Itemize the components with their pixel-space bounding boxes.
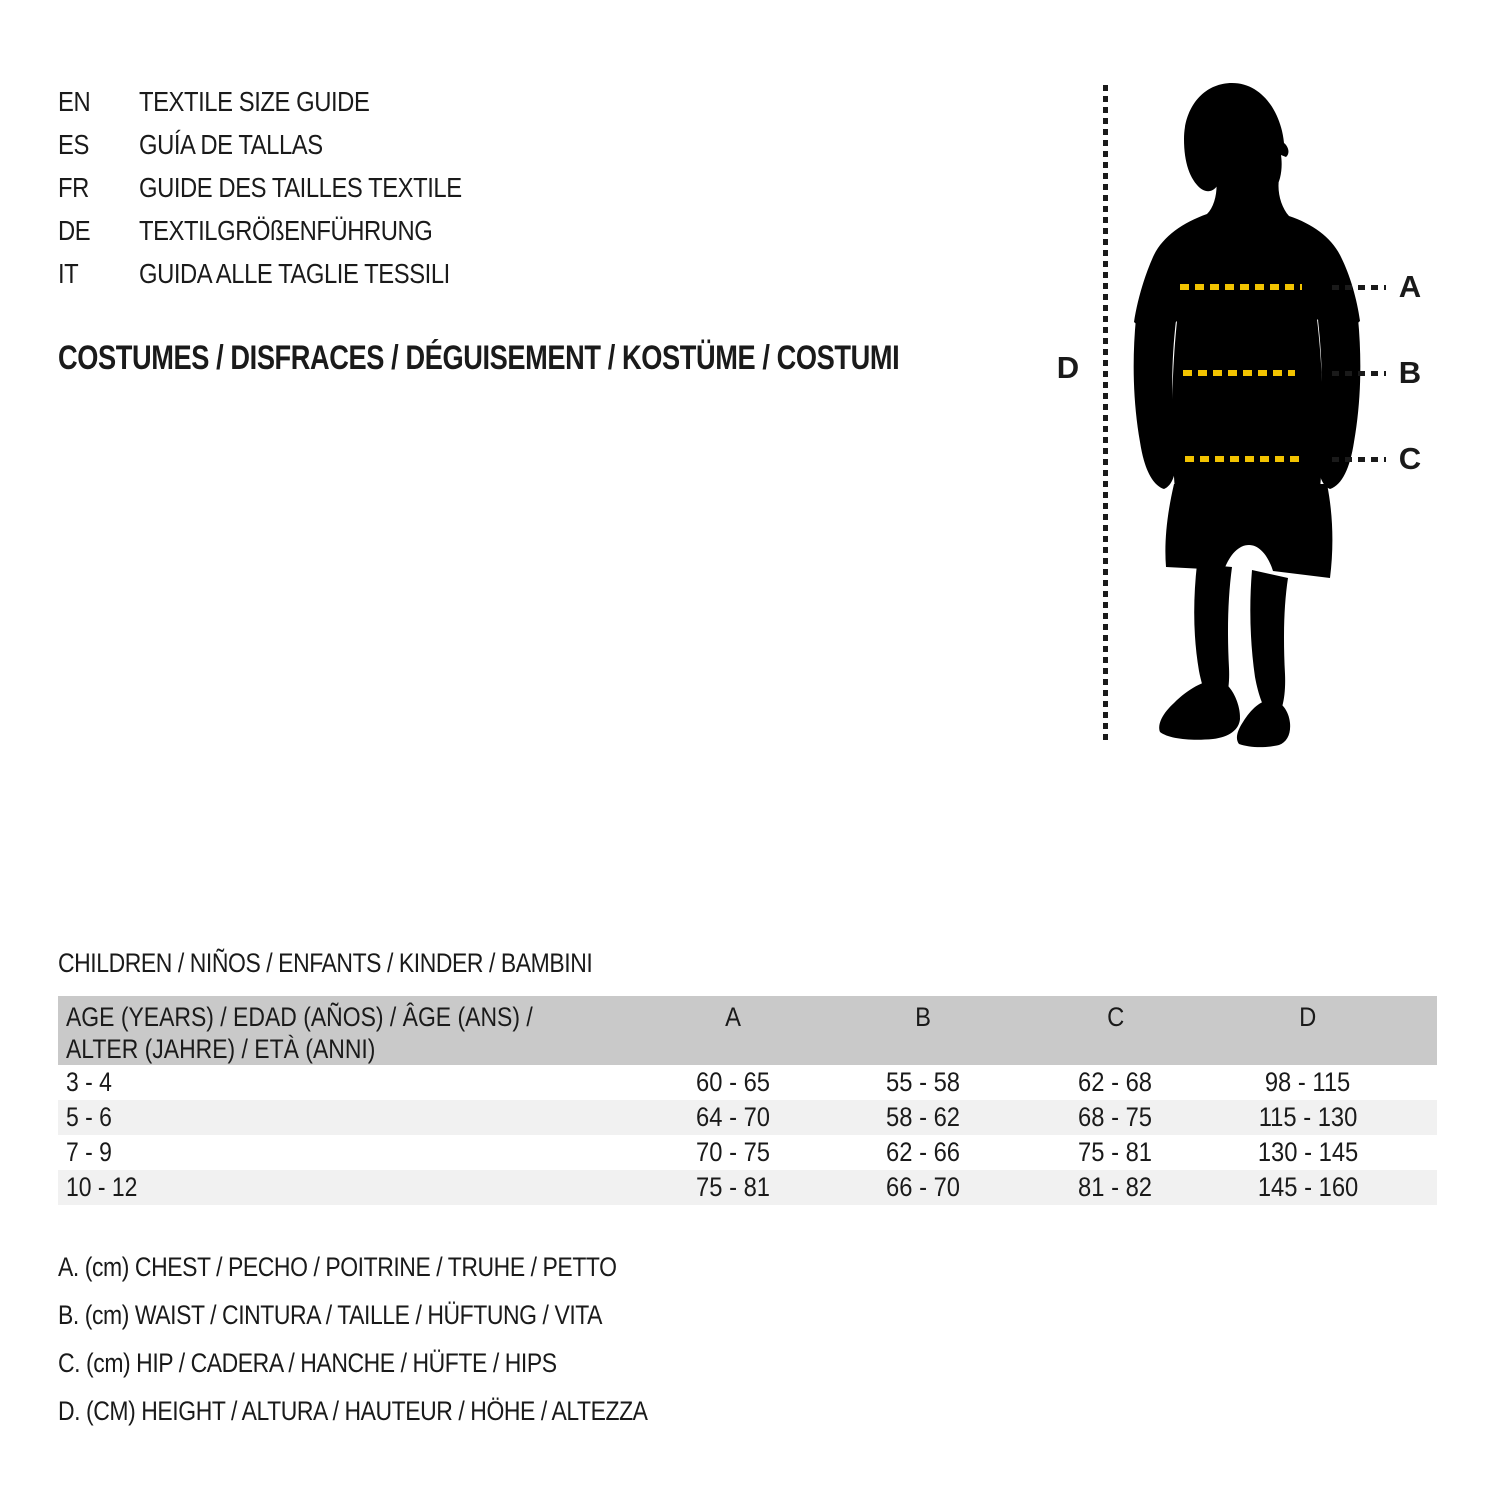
height-cell: 130 - 145 <box>1257 1137 1359 1167</box>
language-row <box>58 166 519 209</box>
measurement-figure <box>1040 70 1470 770</box>
age-cell: 7 - 9 <box>66 1137 112 1167</box>
legend-height: D. (CM) HEIGHT / ALTURA / HAUTEUR / HÖHE / ALTEZZA <box>58 1396 648 1426</box>
language-code: IT <box>58 258 79 289</box>
column-header-d: D <box>1299 1002 1317 1032</box>
height-cell: 145 - 160 <box>1257 1172 1359 1202</box>
language-row <box>58 80 519 123</box>
legend-chest: A. (cm) CHEST / PECHO / POITRINE / TRUHE / PETTO <box>58 1252 617 1282</box>
age-cell: 10 - 12 <box>66 1172 138 1202</box>
language-guide-title: TEXTILGRÖßENFÜHRUNG <box>139 215 433 246</box>
table-row <box>58 1100 1437 1135</box>
section-title: CHILDREN / NIÑOS / ENFANTS / KINDER / BAMBINI <box>58 948 593 978</box>
chest-measure-dash <box>1180 284 1302 290</box>
age-cell: 3 - 4 <box>66 1067 112 1097</box>
size-table <box>58 996 1437 1205</box>
waist-cell: 66 - 70 <box>886 1172 960 1202</box>
language-code: EN <box>58 86 91 117</box>
language-row <box>58 209 519 252</box>
column-header-b: B <box>915 1002 931 1032</box>
table-header-row <box>58 996 1437 1065</box>
height-dashed-line <box>1103 85 1108 745</box>
language-row <box>58 123 519 166</box>
column-header-a: A <box>725 1002 741 1032</box>
language-code: FR <box>58 172 89 203</box>
height-cell: 98 - 115 <box>1265 1067 1351 1097</box>
child-silhouette-icon <box>1120 70 1390 760</box>
language-guide-title: TEXTILE SIZE GUIDE <box>139 86 370 117</box>
category-title: COSTUMES / DISFRACES / DÉGUISEMENT / KOSTÜME / COSTUMI <box>58 339 900 377</box>
marker-a-label: A <box>1398 269 1422 304</box>
table-row <box>58 1065 1437 1100</box>
legend-waist: B. (cm) WAIST / CINTURA / TAILLE / HÜFTUNG / VITA <box>58 1300 603 1330</box>
height-cell: 115 - 130 <box>1258 1102 1358 1132</box>
marker-c-label: C <box>1398 441 1422 476</box>
hip-connector-dots <box>1332 457 1386 462</box>
waist-cell: 62 - 66 <box>886 1137 960 1167</box>
chest-cell: 60 - 65 <box>696 1067 770 1097</box>
language-guide-title: GUÍA DE TALLAS <box>139 129 323 160</box>
age-cell: 5 - 6 <box>66 1102 112 1132</box>
chest-cell: 70 - 75 <box>696 1137 770 1167</box>
table-row <box>58 1135 1437 1170</box>
header-filler <box>1403 996 1437 1001</box>
marker-d-label: D <box>1056 350 1080 385</box>
language-code: ES <box>58 129 89 160</box>
language-code: DE <box>58 215 91 246</box>
language-guide-title: GUIDA ALLE TAGLIE TESSILI <box>139 258 450 289</box>
hip-cell: 62 - 68 <box>1078 1067 1153 1097</box>
marker-b-label: B <box>1398 355 1422 390</box>
age-column-header: AGE (YEARS) / EDAD (AÑOS) / ÂGE (ANS) / ALTER (JAHRE) / ETÀ (ANNI) <box>66 1002 533 1064</box>
language-title-list <box>58 80 519 295</box>
chest-cell: 64 - 70 <box>696 1102 770 1132</box>
hip-cell: 75 - 81 <box>1078 1137 1153 1167</box>
measurement-legend <box>58 1243 752 1435</box>
table-row <box>58 1170 1437 1205</box>
chest-cell: 75 - 81 <box>696 1172 770 1202</box>
hip-measure-dash <box>1185 456 1303 462</box>
hip-cell: 68 - 75 <box>1078 1102 1153 1132</box>
language-row <box>58 252 519 295</box>
waist-connector-dots <box>1332 371 1386 376</box>
legend-hip: C. (cm) HIP / CADERA / HANCHE / HÜFTE / HIPS <box>58 1348 557 1378</box>
waist-measure-dash <box>1183 370 1295 376</box>
hip-cell: 81 - 82 <box>1078 1172 1153 1202</box>
waist-cell: 58 - 62 <box>886 1102 960 1132</box>
waist-cell: 55 - 58 <box>886 1067 960 1097</box>
language-guide-title: GUIDE DES TAILLES TEXTILE <box>139 172 462 203</box>
column-header-c: C <box>1106 1002 1125 1032</box>
chest-connector-dots <box>1332 285 1386 290</box>
